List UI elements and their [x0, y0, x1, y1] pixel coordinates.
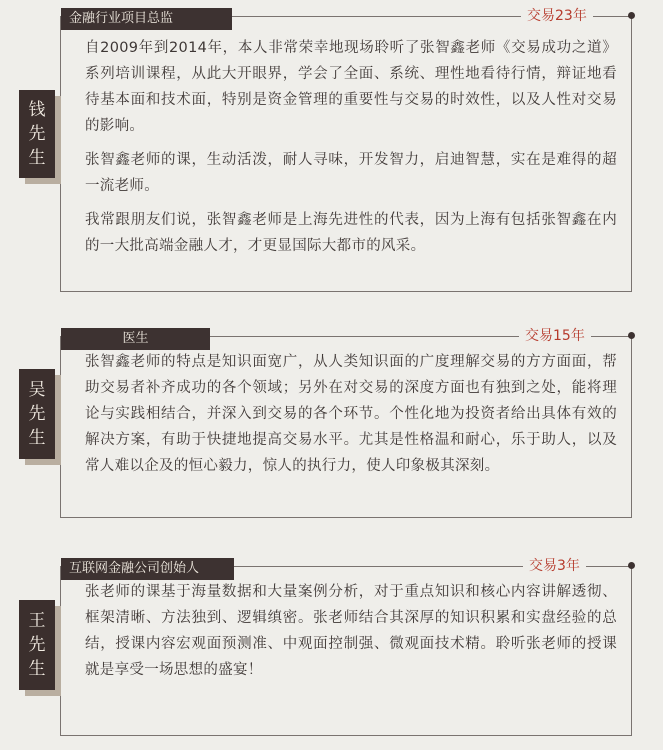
line-end-dot — [628, 12, 635, 19]
name-char: 吴 — [28, 380, 46, 400]
testimonial-paragraph: 我常跟朋友们说，张智鑫老师是上海先进性的代表，因为上海有包括张智鑫在内的一大批高端金融人才，才更显国际大都市的风采。 — [85, 212, 617, 254]
testimonial-card-1 — [60, 8, 632, 292]
name-char: 先 — [28, 404, 46, 424]
name-char: 生 — [28, 148, 46, 168]
testimonial-text — [85, 35, 617, 267]
testimonial-paragraph: 张老师的课基于海量数据和大量案例分析，对于重点知识和核心内容讲解透彻、框架清晰、方法独到、逻辑缜密。张老师结合其深厚的知识积累和实盘经验的总结，授课内容宏观面预测准、中观面控制强、微观面技术精。聆听张老师的授课就是享受一场思想的盛宴！ — [85, 584, 617, 678]
name-char: 王 — [28, 611, 46, 631]
testimonial-paragraph: 张智鑫老师的课，生动活泼，耐人寻味，开发智力，启迪智慧，实在是难得的超一流老师。 — [85, 152, 617, 194]
testimonial-text — [85, 349, 617, 487]
name-char: 先 — [28, 124, 46, 144]
name-char: 生 — [28, 659, 46, 679]
role-tag: 医生 — [61, 328, 210, 350]
testimonial-paragraph: 张智鑫老师的特点是知识面宽广，从人类知识面的广度理解交易的方方面面，帮助交易者补齐成功的各个领域；另外在对交易的深度方面也有独到之处，能将理论与实践相结合，并深入到交易的各个环节。个性化地为投资者给出具体有效的解决方案，有助于快捷地提高交易水平。尤其是性格温和耐心，乐于助人，以及常人难以企及的恒心毅力，惊人的执行力，使人印象极其深刻。 — [85, 354, 617, 474]
experience-label: 交易3年 — [523, 555, 586, 575]
experience-label: 交易23年 — [521, 5, 593, 25]
person-name-badge — [19, 600, 55, 690]
person-name-badge — [19, 369, 55, 459]
testimonial-text — [85, 579, 617, 691]
name-char: 生 — [28, 428, 46, 448]
role-tag: 金融行业项目总监 — [61, 8, 232, 30]
person-name-badge — [19, 90, 55, 178]
line-end-dot — [628, 562, 635, 569]
testimonial-card-3 — [60, 558, 632, 736]
role-tag: 互联网金融公司创始人 — [61, 558, 234, 580]
testimonial-card-2 — [60, 328, 632, 518]
testimonial-paragraph: 自2009年到2014年，本人非常荣幸地现场聆听了张智鑫老师《交易成功之道》系列培训课程，从此大开眼界，学会了全面、系统、理性地看待行情，辩证地看待基本面和技术面，特别是资金管理的重要性与交易的时效性，以及人性对交易的影响。 — [85, 40, 617, 134]
name-char: 先 — [28, 635, 46, 655]
experience-label: 交易15年 — [519, 325, 591, 345]
name-char: 钱 — [28, 100, 46, 120]
line-end-dot — [628, 332, 635, 339]
